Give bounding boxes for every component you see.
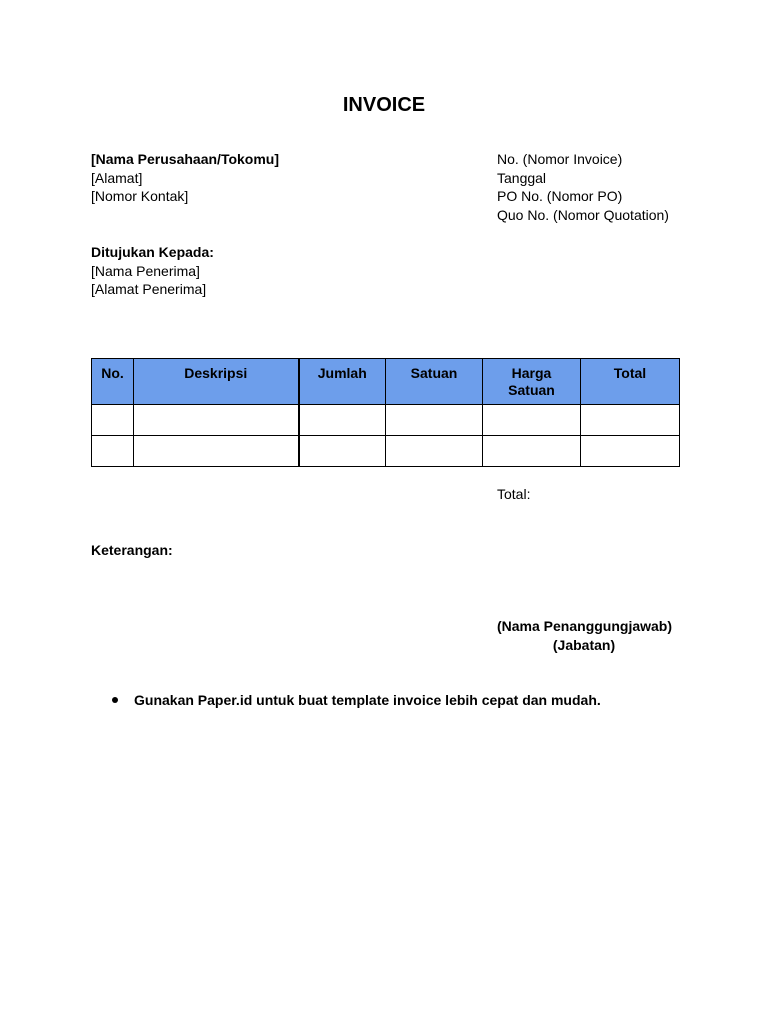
invoice-number: No. (Nomor Invoice) [497,151,623,167]
table-cell [299,436,386,467]
seller-name: [Nama Perusahaan/Tokomu] [91,151,280,167]
items-table [91,358,680,467]
seller-contact: [Nomor Kontak] [91,188,189,205]
column-header-total: Total [581,359,680,405]
seller-address: [Alamat] [91,169,143,186]
table-cell [581,436,680,467]
total-label: Total: [497,486,531,502]
table-header-row [92,359,680,405]
table-cell [92,436,134,467]
recipient-name: [Nama Penerima] [91,262,200,279]
table-cell [483,405,581,436]
table-cell [581,405,680,436]
recipient-heading: Ditujukan Kepada: [91,244,214,260]
bullet-note-text: Gunakan Paper.id untuk buat template invoice lebih cepat dan mudah. [134,692,601,708]
table-cell [92,405,134,436]
column-header-description: Deskripsi [134,359,299,405]
invoice-date: Tanggal [497,169,547,186]
column-header-no: No. [92,359,134,405]
table-cell [386,436,483,467]
bullet-note [112,691,601,709]
table-cell [386,405,483,436]
table-row [92,436,680,467]
table-cell [299,405,386,436]
recipient-info [91,243,214,299]
seller-info [91,150,279,206]
column-header-unit-price-line1: Harga [511,365,552,381]
column-header-quantity: Jumlah [299,359,386,405]
column-header-unit-price-line2: Satuan [508,382,555,398]
table-cell [134,436,299,467]
table-row [92,405,680,436]
signature-block [497,617,671,655]
column-header-unit-price [483,359,581,405]
quotation-number: Quo No. (Nomor Quotation) [497,206,669,223]
invoice-meta [497,150,669,224]
notes-label: Keterangan: [91,542,173,558]
page-title: INVOICE [342,94,426,116]
table-cell [134,405,299,436]
bullet-icon [112,697,118,703]
table-cell [483,436,581,467]
recipient-address: [Alamat Penerima] [91,281,207,298]
po-number: PO No. (Nomor PO) [497,188,623,205]
signatory-name: (Nama Penanggungjawab) [497,618,673,634]
signatory-position: (Jabatan) [552,637,616,653]
column-header-unit: Satuan [386,359,483,405]
